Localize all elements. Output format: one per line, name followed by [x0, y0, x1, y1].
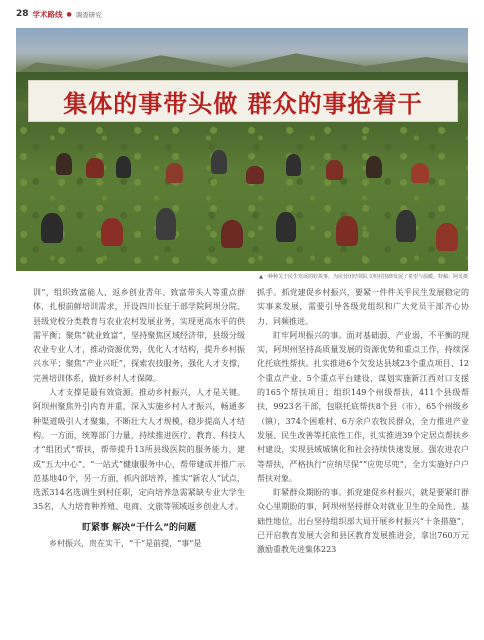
magazine-name: 学术路线 [32, 9, 63, 19]
person-figure [116, 156, 131, 178]
section-subheading: 盯紧事 解决“干什么”的问题 [82, 522, 196, 533]
person-figure [41, 213, 63, 243]
person-figure [366, 156, 382, 178]
left-paragraph-2: 人才支撑是最有效资源。推动乡村振兴，人才是关键。阿坝州聚焦外引内育并重，深入实施乡村人才振兴，畅通多种渠道吸引人才聚集，不断壮大人才规模，稳步提高人才结构。一方面，统筹部门力量，持续推进医疗、教育、科技人才“组团式”帮扶，帮带提升13所县级医院的服务能力，建成“五大中心”、“一站式”健康服务中心，帮带建成并推广示范基地40个，另一方面，抓内部培养，推实“新农人”试点，选派314名选调生到村任职，定向培养急需紧缺专业大学生35名，人力培育种养殖、电商、文旅等领域返乡创业人才。 [33, 388, 245, 512]
bullet-icon: ● [66, 10, 72, 18]
grass-field [16, 120, 468, 270]
right-column [257, 286, 469, 558]
banner-text: 集体的事带头做 群众的事抢着干 [63, 89, 423, 118]
person-figure [336, 216, 358, 246]
person-figure [166, 163, 183, 183]
slogan-banner [28, 80, 458, 122]
page-header [16, 8, 102, 20]
person-figure [56, 153, 72, 175]
section-name: 调查研究 [75, 10, 102, 19]
event-photo [16, 28, 468, 271]
person-figure [156, 208, 176, 240]
person-figure [221, 220, 243, 248]
person-figure [86, 158, 104, 178]
person-figure [101, 218, 123, 246]
person-figure [396, 210, 416, 242]
photo-caption: ▲一种种关于民生发展的好故事，为民营团结领队文明村围绕发展了希望与温暖。特稿：阿贝摄 [259, 274, 468, 280]
person-figure [436, 223, 458, 251]
person-figure [211, 150, 227, 174]
right-paragraph-2: 盯牢阿坝振兴的事。面对基础弱、产业弱、不平衡的现实，阿坝州坚持高质量发展的资源优势和重点工作，持续深化托底性帮扶。扎实推进6个欠发达县域23个重点项目、12个重点产业、5个重点平台建设，谋划实施新江西对口支援的165个帮扶项目；组织149个州级帮扶，411个县级帮扶，9923名干部，包联托底帮扶8个县（市）、65个州级乡（镇），374个困难村、6万余户农牧民群众，全力推进产业发展、民生改善等托底性工作，扎实推进39个定居点帮扶乡村建设，实现县域城镇化和社会持续快速发展。强农进农户等帮扶，严格执行“应纳尽保”“应兜尽兜”，全力实施好户户帮扶对象。 [257, 330, 469, 483]
right-paragraph-1: 抓手。抓党建促乡村振兴，要紧一件件关乎民生发展稳定的实事来发展，需要引导各级党组织和广大党员干部齐心协力、同频推进。 [257, 288, 469, 326]
left-column [33, 286, 245, 551]
person-figure [326, 160, 343, 180]
page-number: 28 [16, 9, 29, 19]
left-paragraph-3: 乡村振兴，贵在实干，“干”是前提，“事”是 [49, 538, 202, 548]
person-figure [286, 154, 301, 176]
right-paragraph-3: 盯紧群众期盼的事。抓党建促乡村振兴，就是要紧盯群众心里期盼的事，阿坝州坚持群众对就业卫生的全局性、基础性地位，出台坚持组织部大局开展乡村振兴“十条措施”，已开启教育发展大会和县区教育发展推进会，拿出760万元激励重教先进集体223 [257, 488, 469, 555]
person-figure [411, 163, 429, 183]
person-figure [276, 212, 296, 242]
person-figure [246, 166, 264, 184]
left-paragraph-1: 训”，组织致富能人、返乡创业青年、致富带头人等重点群体，扎根前鲜培训需求，开设四川长征干部学院阿坝分院、县级党校分类教育与农业农村发展业务，实现更高水平的供需平衡；聚焦“就业致富”，坚持聚焦区域经济带，县级分级农业专业人才，推动资源优势，优化人才结构，提升乡村振兴水平；聚焦“产业兴旺”，探索农技服务，强化人才支撑，完善培训体系，做好乡村人才保障。 [33, 288, 245, 383]
